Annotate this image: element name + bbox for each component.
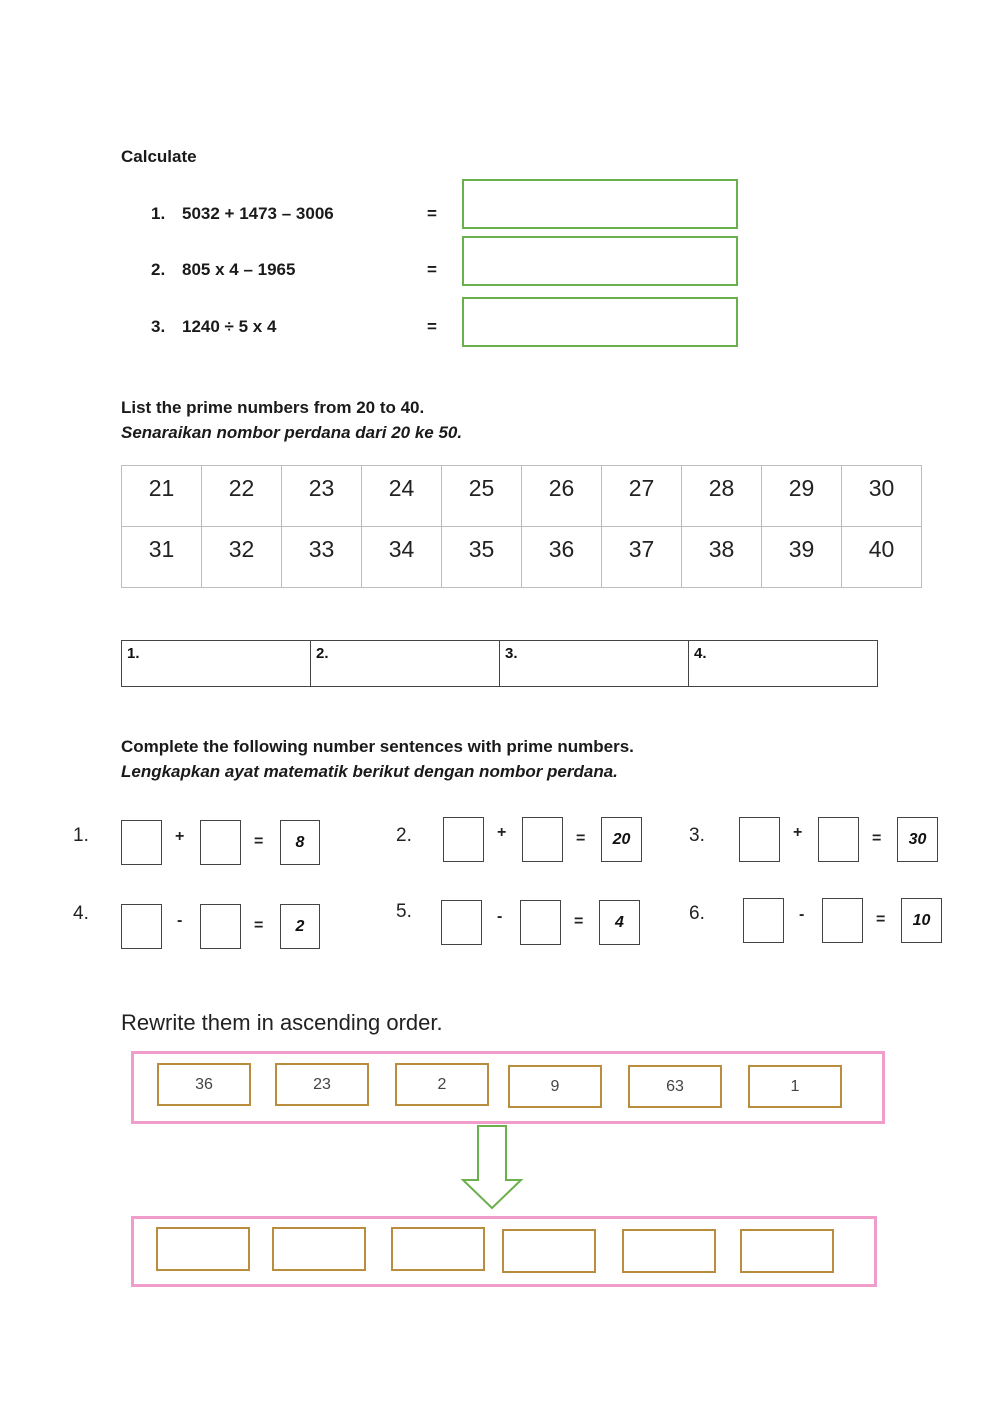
operator: +: [793, 824, 803, 841]
sentence-blank[interactable]: [522, 817, 563, 862]
grid-cell[interactable]: 22: [202, 466, 282, 527]
number-tile[interactable]: 1: [748, 1065, 842, 1108]
grid-cell[interactable]: 29: [762, 466, 842, 527]
question-expression: 805 x 4 – 1965: [182, 260, 296, 279]
sentence-result: 20: [601, 817, 642, 862]
equals-sign: =: [254, 917, 264, 934]
question-expression: 1240 ÷ 5 x 4: [182, 317, 277, 336]
sentences-heading-en: Complete the following number sentences with prime numbers.: [121, 737, 634, 756]
answer-slot[interactable]: [502, 1229, 596, 1273]
grid-cell[interactable]: 35: [442, 527, 522, 588]
equals-sign: =: [427, 260, 437, 279]
prime-answer-label: 2.: [316, 645, 329, 662]
sentence-number: 2.: [396, 825, 412, 846]
primes-heading-en: List the prime numbers from 20 to 40.: [121, 398, 425, 417]
answer-box-1[interactable]: [462, 179, 738, 229]
number-tile[interactable]: 36: [157, 1063, 251, 1106]
grid-cell[interactable]: 39: [762, 527, 842, 588]
grid-cell[interactable]: 23: [282, 466, 362, 527]
sentence-blank[interactable]: [443, 817, 484, 862]
grid-cell[interactable]: 31: [122, 527, 202, 588]
sentence-blank[interactable]: [520, 900, 561, 945]
operator: -: [177, 912, 183, 929]
grid-cell[interactable]: 24: [362, 466, 442, 527]
answer-slot[interactable]: [156, 1227, 250, 1271]
sentence-number: 5.: [396, 901, 412, 922]
sentence-blank[interactable]: [200, 820, 241, 865]
sentence-blank[interactable]: [121, 904, 162, 949]
operator: -: [799, 906, 805, 923]
number-tile[interactable]: 63: [628, 1065, 722, 1108]
prime-answer-cell[interactable]: [500, 641, 689, 686]
answer-slot[interactable]: [391, 1227, 485, 1271]
grid-cell[interactable]: 36: [522, 527, 602, 588]
number-tile[interactable]: 23: [275, 1063, 369, 1106]
prime-answer-cell[interactable]: [122, 641, 311, 686]
sentences-heading-ms: Lengkapkan ayat matematik berikut dengan nombor perdana.: [121, 762, 618, 781]
operator: +: [497, 824, 507, 841]
grid-cell[interactable]: 27: [602, 466, 682, 527]
answer-box-2[interactable]: [462, 236, 738, 286]
question-expression: 5032 + 1473 – 3006: [182, 204, 334, 223]
grid-cell[interactable]: 28: [682, 466, 762, 527]
sentence-blank[interactable]: [441, 900, 482, 945]
sentence-blank[interactable]: [822, 898, 863, 943]
sentence-result: 10: [901, 898, 942, 943]
equals-sign: =: [876, 911, 886, 928]
grid-cell[interactable]: 30: [842, 466, 922, 527]
grid-cell[interactable]: 33: [282, 527, 362, 588]
equals-sign: =: [427, 317, 437, 336]
prime-answer-label: 1.: [127, 645, 140, 662]
sentence-blank[interactable]: [200, 904, 241, 949]
answer-box-3[interactable]: [462, 297, 738, 347]
sentence-result: 8: [280, 820, 320, 865]
sentence-blank[interactable]: [818, 817, 859, 862]
grid-cell[interactable]: 32: [202, 527, 282, 588]
grid-cell[interactable]: 26: [522, 466, 602, 527]
number-grid: [121, 465, 922, 588]
operator: +: [175, 828, 185, 845]
grid-cell[interactable]: 40: [842, 527, 922, 588]
sentence-number: 1.: [73, 825, 89, 846]
number-tile[interactable]: 9: [508, 1065, 602, 1108]
question-number: 1.: [151, 204, 166, 223]
equals-sign: =: [576, 830, 586, 847]
answer-slot[interactable]: [622, 1229, 716, 1273]
grid-cell[interactable]: 38: [682, 527, 762, 588]
sentence-blank[interactable]: [121, 820, 162, 865]
equals-sign: =: [574, 913, 584, 930]
sentence-result: 30: [897, 817, 938, 862]
operator: -: [497, 908, 503, 925]
prime-answer-cell[interactable]: [689, 641, 877, 686]
grid-cell[interactable]: 34: [362, 527, 442, 588]
grid-cell[interactable]: 37: [602, 527, 682, 588]
grid-cell[interactable]: 25: [442, 466, 522, 527]
ascending-heading: Rewrite them in ascending order.: [121, 1010, 443, 1035]
prime-answer-label: 3.: [505, 645, 518, 662]
equals-sign: =: [872, 830, 882, 847]
sentence-number: 4.: [73, 903, 89, 924]
sentence-result: 4: [599, 900, 640, 945]
number-tile[interactable]: 2: [395, 1063, 489, 1106]
sentence-blank[interactable]: [739, 817, 780, 862]
question-number: 2.: [151, 260, 166, 279]
sentence-result: 2: [280, 904, 320, 949]
primes-heading-ms: Senaraikan nombor perdana dari 20 ke 50.: [121, 423, 463, 442]
prime-answer-label: 4.: [694, 645, 707, 662]
calculate-heading: Calculate: [121, 147, 197, 166]
grid-row: [122, 527, 922, 588]
sentence-number: 6.: [689, 903, 705, 924]
question-number: 3.: [151, 317, 166, 336]
grid-cell[interactable]: 21: [122, 466, 202, 527]
equals-sign: =: [427, 204, 437, 223]
prime-answer-cell[interactable]: [311, 641, 500, 686]
answer-slot[interactable]: [272, 1227, 366, 1271]
prime-answer-row: [121, 640, 878, 687]
down-arrow-icon: [460, 1124, 524, 1212]
sentence-blank[interactable]: [743, 898, 784, 943]
equals-sign: =: [254, 833, 264, 850]
answer-slot[interactable]: [740, 1229, 834, 1273]
grid-row: [122, 466, 922, 527]
sentence-number: 3.: [689, 825, 705, 846]
